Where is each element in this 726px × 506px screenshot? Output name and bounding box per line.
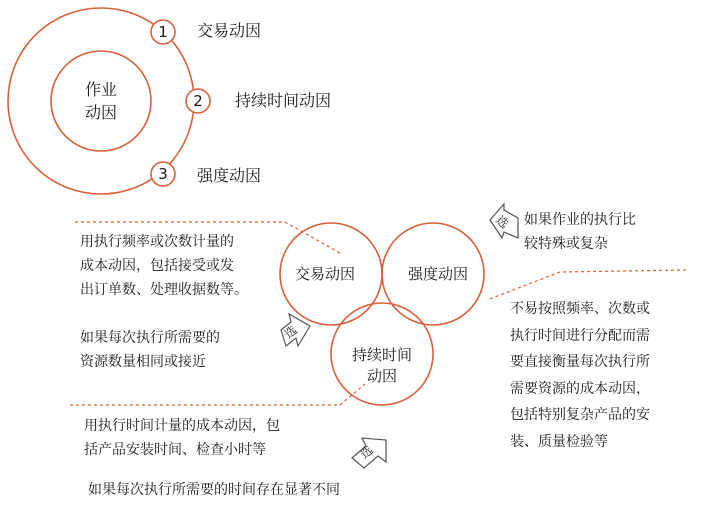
choose-label-right: 选: [493, 212, 512, 232]
leader-bottom: [70, 384, 365, 405]
bottom-description-line: 用执行时间计量的成本动因，包: [84, 418, 280, 434]
bottom-description-line: 括产品安装时间、检查小时等: [84, 442, 266, 458]
right-condition: [524, 208, 636, 256]
venn-transaction-label: 交易动因: [295, 265, 356, 283]
right-description-line: 需要资源的成本动因，: [510, 380, 650, 397]
left-description-line: 用执行频率或次数计量的: [80, 234, 234, 250]
choose-label-bottom: 选: [357, 442, 376, 462]
center-label: [71, 78, 131, 124]
center-label-line1: 作业: [84, 80, 117, 99]
num-3: 3: [158, 165, 168, 183]
left-condition: [80, 326, 220, 374]
bottom-condition: 如果每次执行所需要的时间存在显著不同: [88, 482, 340, 498]
bottom-description: [84, 414, 280, 462]
center-label-line2: 动因: [84, 103, 117, 122]
left-condition-line: 如果每次执行所需要的: [80, 330, 220, 346]
label-intensity-driver: 强度动因: [197, 166, 262, 185]
venn-duration-line2: 动因: [366, 367, 397, 385]
right-description-line: 包括特别复杂产品的安: [510, 407, 650, 423]
venn-duration-line1: 持续时间: [351, 346, 412, 364]
label-transaction-driver: 交易动因: [197, 21, 262, 40]
left-description-line: 成本动因，包括接受或发: [80, 258, 234, 274]
left-condition-line: 资源数量相同或接近: [80, 354, 206, 370]
choose-label-left: 选: [281, 322, 300, 342]
right-description-line: 装、质量检验等: [510, 433, 608, 450]
left-description-line: 出订单数、处理收据数等。: [80, 282, 248, 298]
right-description-line: 执行时间进行分配而需: [510, 327, 650, 344]
right-description-line: 要直接衡量每次执行所: [510, 354, 650, 370]
num-1: 1: [158, 23, 168, 41]
num-2: 2: [193, 92, 203, 110]
right-condition-line: 如果作业的执行比: [524, 212, 636, 228]
venn-duration-label: [342, 345, 422, 387]
right-description-line: 不易按照频率、次数或: [510, 301, 650, 317]
venn-intensity-label: 强度动因: [408, 265, 469, 283]
label-duration-driver: 持续时间动因: [235, 91, 332, 110]
right-condition-line: 较特殊或复杂: [524, 236, 608, 252]
left-description: [80, 230, 248, 302]
right-description: [510, 296, 650, 455]
